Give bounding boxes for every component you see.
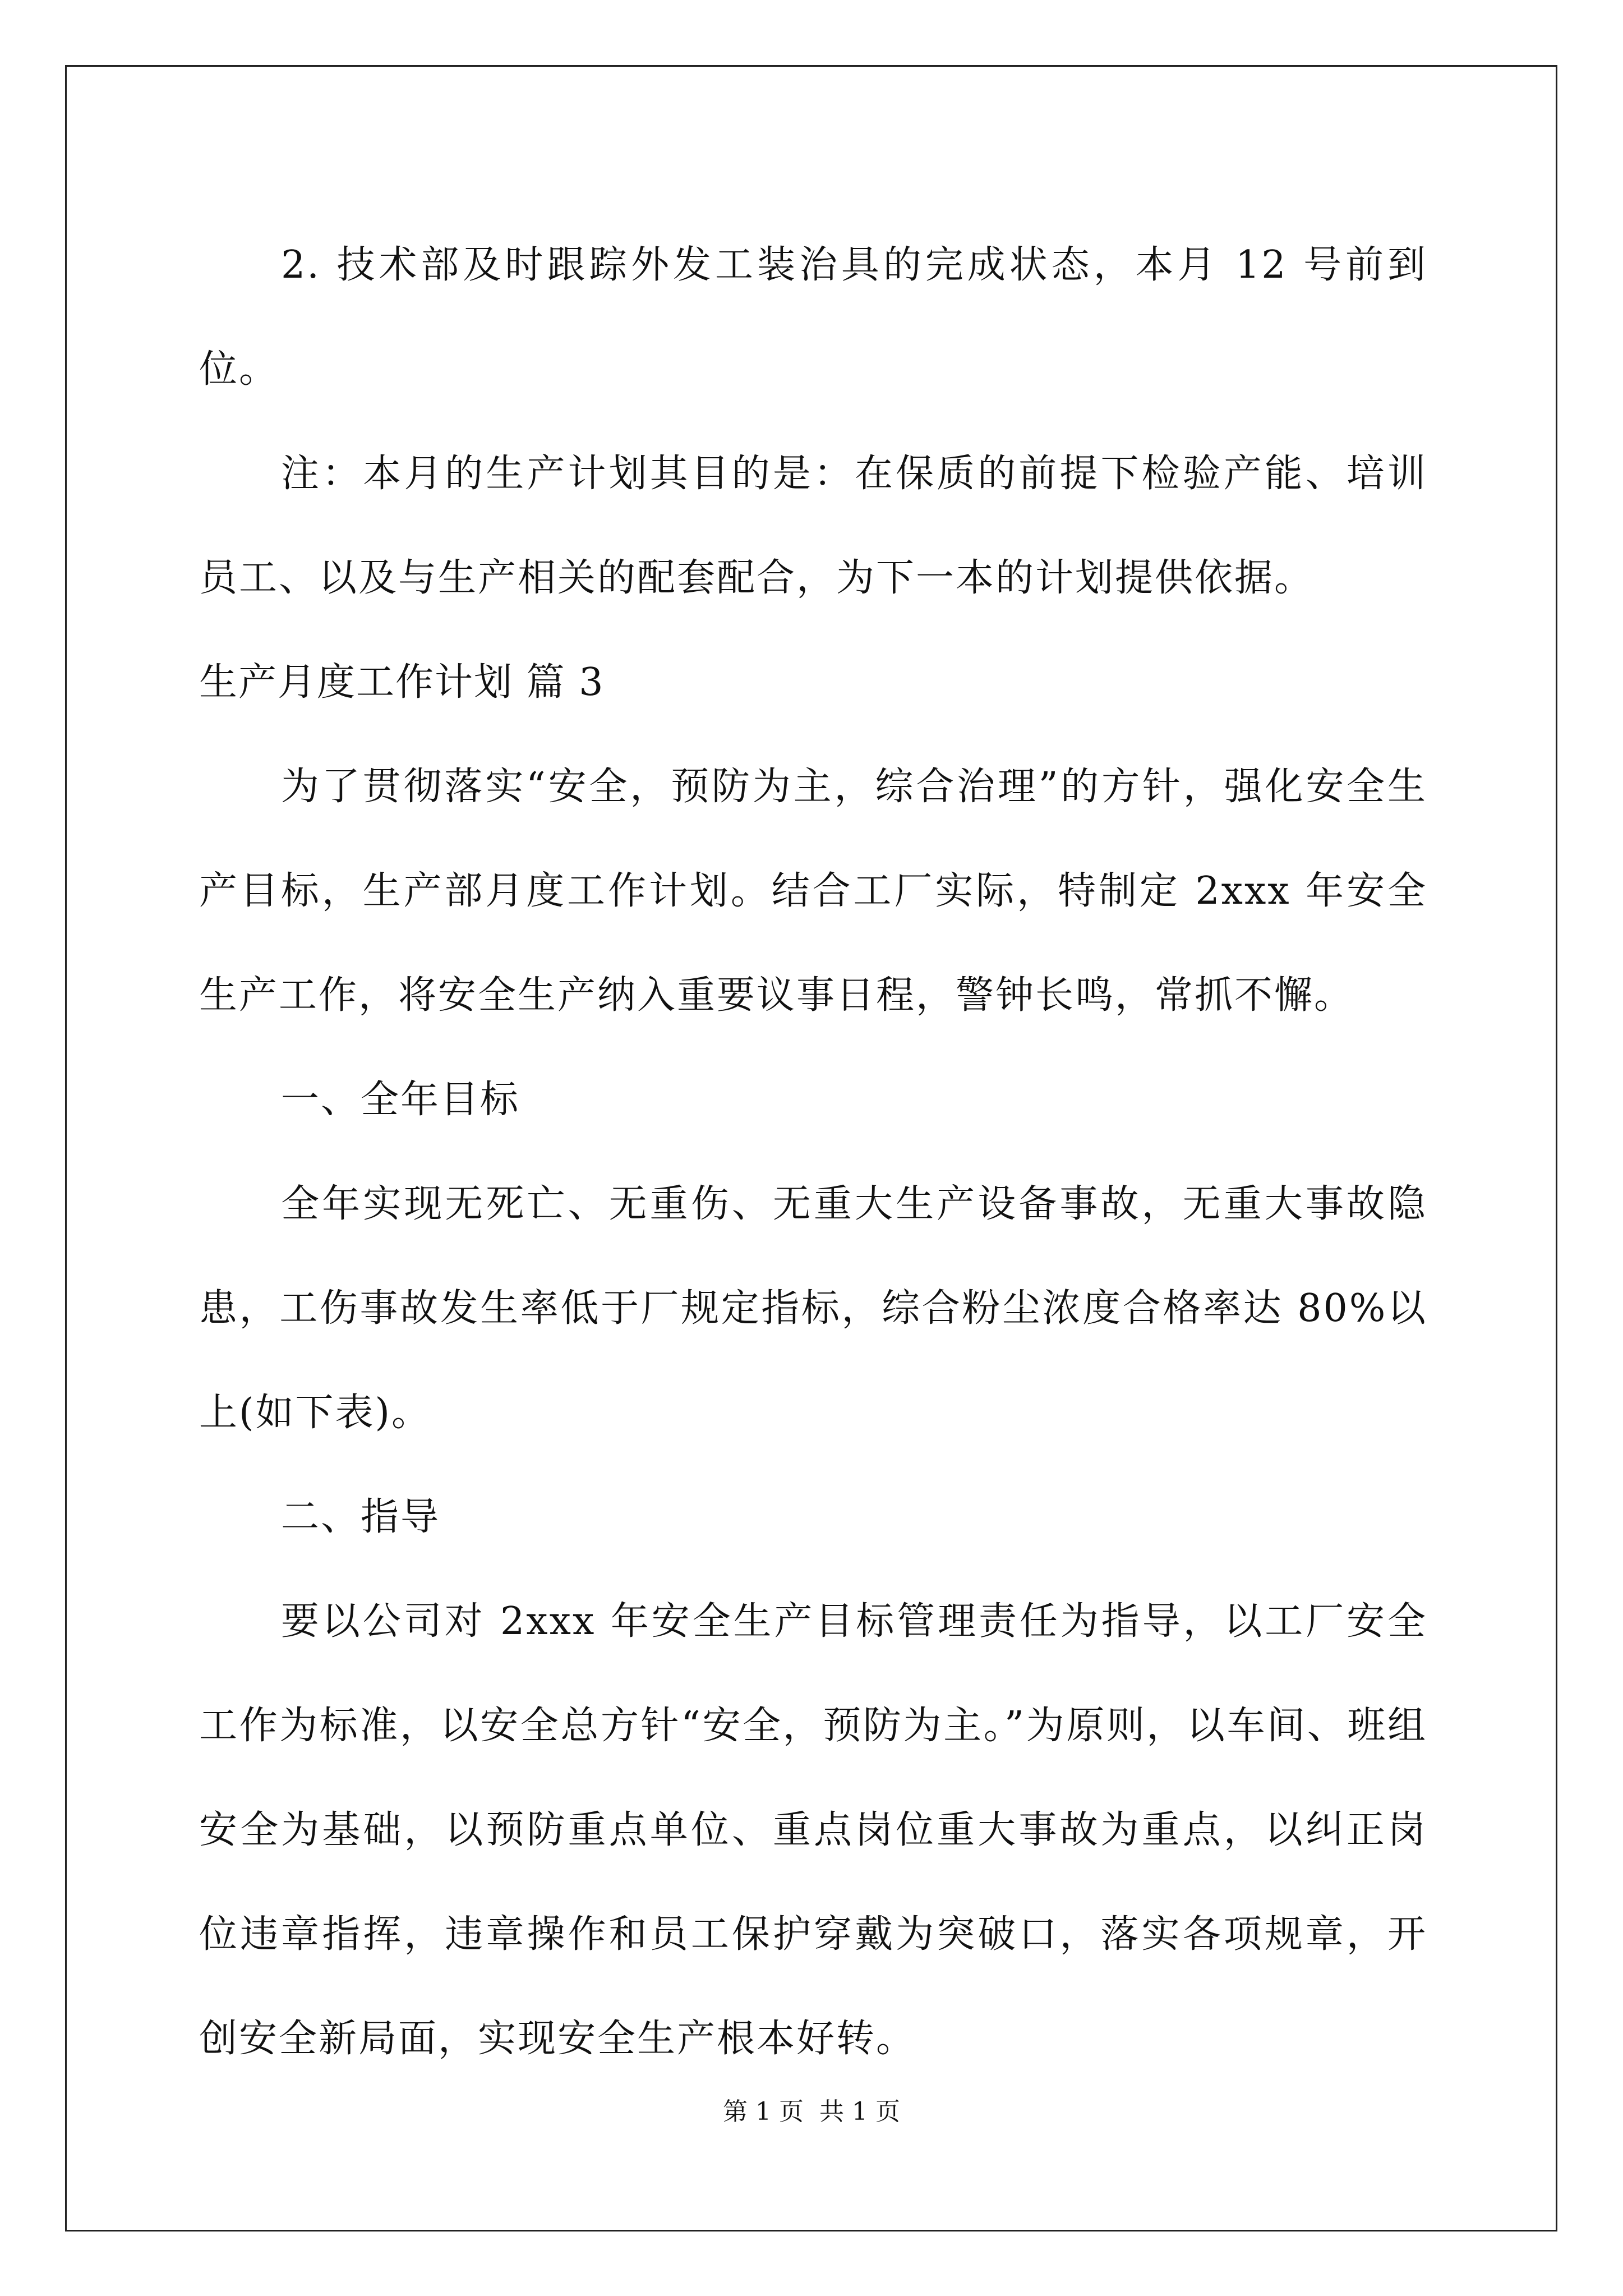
section-title: 生产月度工作计划 篇 3 xyxy=(199,660,605,705)
paragraph-annual-goal: 全年实现无死亡、无重伤、无重大生产设备事故，无重大事故隐患，工伤事故发生率低于厂规定指标，综合粉尘浓度合格率达 80%以上(如下表)。 xyxy=(199,1182,1427,1435)
page-total: 共 1 页 xyxy=(819,2097,900,2126)
page-footer xyxy=(0,2095,1623,2129)
heading-guidance: 二、指导 xyxy=(281,1495,441,1539)
paragraph-tooling-deadline: 2. 技术部及时跟踪外发工装治具的完成状态，本月 12 号前到位。 xyxy=(199,243,1427,392)
paragraph-guidance: 要以公司对 2xxx 年安全生产目标管理责任为指导，以工厂安全工作为标准，以安全总方针“安全，预防为主。”为原则，以车间、班组安全为基础，以预防重点单位、重点岗位重大事故为重点，以纠正岗位违章指挥，违章操作和员工保护穿戴为突破口，落实各项规章，开创安全新局面，实现安全生产根本好转。 xyxy=(199,1599,1427,2061)
paragraph-intro: 为了贯彻落实“安全，预防为主，综合治理”的方针，强化安全生产目标，生产部月度工作计划。结合工厂实际，特制定 2xxx 年安全生产工作，将安全生产纳入重要议事日程，警钟长鸣，常抓不懈。 xyxy=(199,765,1427,1018)
paragraph-note: 注：本月的生产计划其目的是：在保质的前提下检验产能、培训员工、以及与生产相关的配套配合，为下一本的计划提供依据。 xyxy=(199,452,1427,600)
heading-annual-goal: 一、全年目标 xyxy=(281,1078,520,1122)
document-body xyxy=(199,213,1427,2091)
page-number: 第 1 页 xyxy=(723,2097,804,2126)
